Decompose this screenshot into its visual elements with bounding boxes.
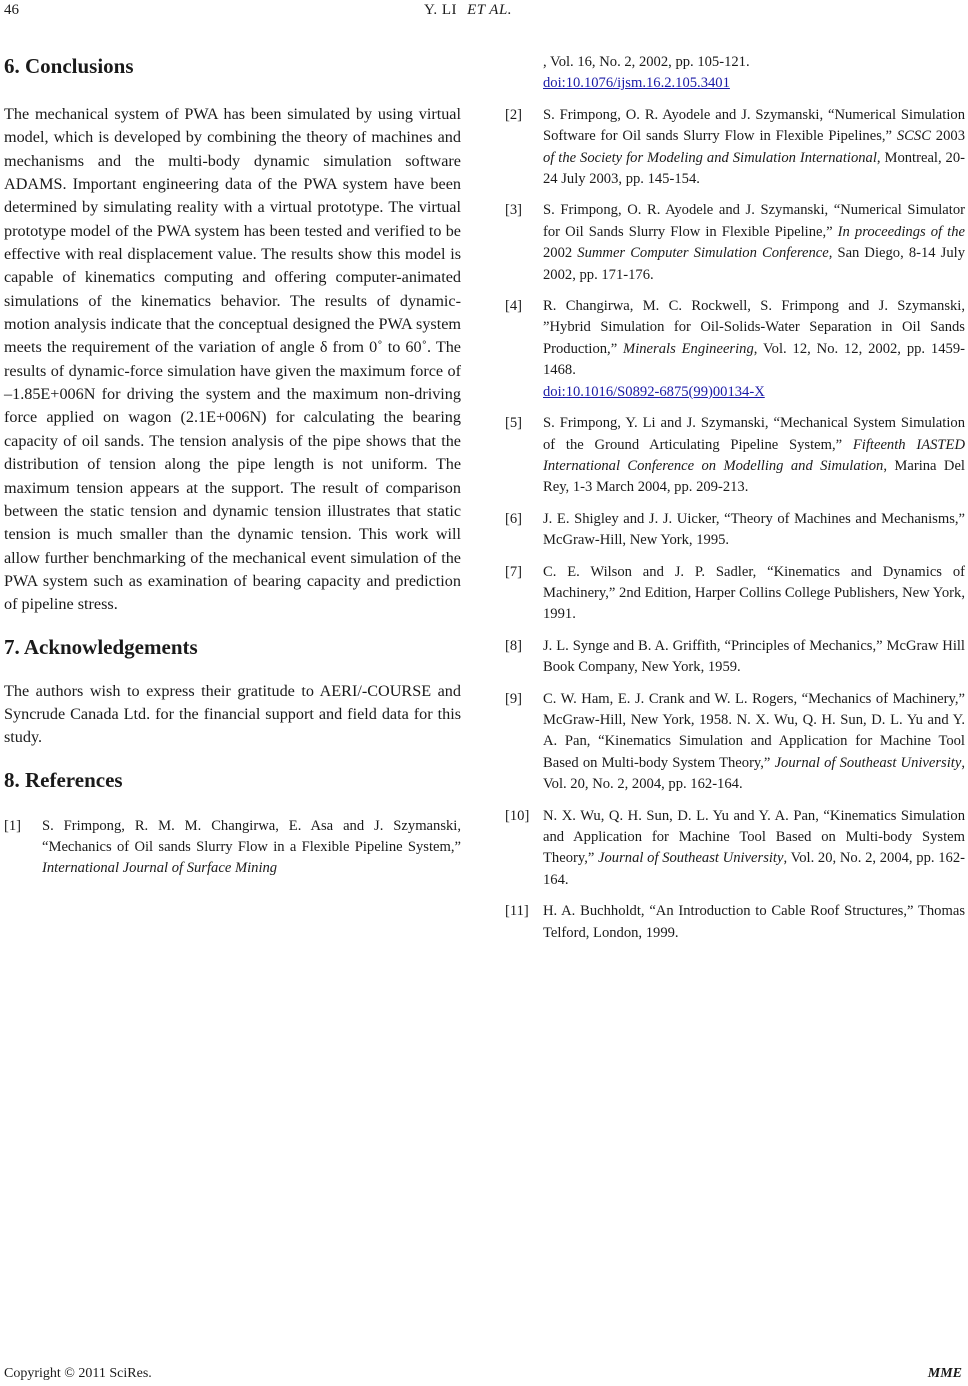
reference-text: , San Diego, 8-14 July 2002, pp. 171-176. bbox=[543, 245, 965, 283]
reference-number: [3] bbox=[505, 202, 523, 219]
reference-text: , Vol. 20, No. 2, 2004, pp. 162-164. bbox=[543, 754, 965, 793]
footer-copyright: Copyright © 2011 SciRes. bbox=[4, 1366, 152, 1381]
reference-text: C. E. Wilson and J. P. Sadler, “Kinematics and Dynamics of Machinery,” 2nd Edition, Harper Collins College Publishers, New York, 1991. bbox=[543, 563, 965, 623]
reference-text: 2002 bbox=[543, 245, 578, 262]
reference-number: [11] bbox=[505, 903, 529, 920]
reference-text: , Vol. 16, No. 2, 2002, pp. 105-121. bbox=[543, 54, 750, 70]
reference-text: , Vol. 12, No. 12, 2002, pp. 1459-1468. bbox=[543, 340, 965, 379]
reference-4-doi-link[interactable]: doi:10.1016/S0892-6875(99)00134-X bbox=[543, 383, 765, 400]
reference-number: [9] bbox=[505, 690, 523, 707]
reference-text: , Montreal, 20-24 July 2003, pp. 145-154. bbox=[543, 149, 965, 188]
reference-text: C. W. Ham, E. J. Crank and W. L. Rogers, “Mechanics of Machinery,” McGraw-Hill, New York, 1958. N. X. Wu, Q. H. Sun, D. L. Yu and Y. A. Pan, “Kinematics Simulation and Application for Machine Tool Based on Multi-body System Theory,” bbox=[543, 690, 965, 771]
reference-journal: Minerals Engineering bbox=[623, 340, 754, 357]
reference-text: , Marina Del Rey, 1-3 March 2004, pp. 209-213. bbox=[543, 457, 965, 496]
right-column bbox=[505, 52, 965, 954]
reference-text: , Vol. 20, No. 2, 2004, pp. 162-164. bbox=[543, 850, 965, 888]
reference-italic: SCSC bbox=[896, 128, 931, 145]
conclusions-heading: 6. Conclusions bbox=[4, 54, 134, 78]
reference-text: J. L. Synge and B. A. Griffith, “Principles of Mechanics,” McGraw Hill Book Company, New York, 1959. bbox=[543, 637, 965, 676]
running-header bbox=[424, 2, 512, 19]
reference-text: S. Frimpong, O. R. Ayodele and J. Szymanski, “Numerical Simulator for Oil Sands Slurry Flow in Flexible Pipeline,” bbox=[543, 202, 965, 240]
reference-journal: Journal of Southeast University bbox=[774, 754, 962, 771]
reference-journal: Journal of Southeast University bbox=[598, 850, 784, 867]
running-header-etal: ET AL. bbox=[467, 2, 513, 18]
reference-number: [1] bbox=[4, 817, 22, 834]
reference-2 bbox=[505, 105, 965, 191]
page-number: 46 bbox=[4, 2, 19, 18]
reference-number: [6] bbox=[505, 510, 523, 527]
reference-text: R. Changirwa, M. C. Rockwell, S. Frimpong and J. Szymanski, ”Hybrid Simulation for Oil-Solids-Water Separation in Oil Sands Production,” bbox=[543, 298, 965, 357]
running-header-author: Y. LI bbox=[424, 2, 458, 18]
acknowledgements-body: The authors wish to express their gratitude to AERI/-COURSE and Syncrude Canada Ltd. for the financial support and field data for this study. bbox=[4, 681, 461, 747]
reference-number: [5] bbox=[505, 415, 523, 432]
reference-3 bbox=[505, 200, 965, 286]
reference-1-continued bbox=[505, 52, 965, 95]
reference-text: S. Frimpong, R. M. M. Changirwa, E. Asa and J. Szymanski, “Mechanics of Oil sands Slurry Flow in a Flexible Pipeline System,” bbox=[42, 817, 461, 855]
reference-text: J. E. Shigley and J. J. Uicker, “Theory of Machines and Mechanisms,” McGraw-Hill, New York, 1995. bbox=[543, 510, 965, 549]
reference-11 bbox=[505, 901, 965, 944]
reference-number: [10] bbox=[505, 807, 530, 824]
references-heading: 8. References bbox=[4, 767, 123, 792]
reference-text: N. X. Wu, Q. H. Sun, D. L. Yu and Y. A. Pan, “Kinematics Simulation and Application for Machine Tool Based on Multi-body System Theory,” bbox=[543, 807, 965, 867]
reference-italic: of the Society for Modeling and Simulation International bbox=[543, 149, 877, 166]
reference-1 bbox=[4, 816, 461, 880]
reference-6 bbox=[505, 509, 965, 552]
reference-text: H. A. Buchholdt, “An Introduction to Cable Roof Structures,” Thomas Telford, London, 1999. bbox=[543, 903, 965, 941]
acknowledgements-heading: 7. Acknowledgements bbox=[4, 634, 198, 659]
reference-italic: In proceedings of the bbox=[837, 223, 965, 240]
conclusions-body: The mechanical system of PWA has been simulated by using virtual model, which is developed by combining the theory of machines and mechanisms and the multi-body dynamic simulation software ADAMS. Important engineering data of the PWA system have been determined by simulating reality with a virtual prototype. The virtual prototype model of the PWA system has been tested and verified to be effective with real displacement value. The results show this model is capable of kinematics computing and offering computer-animated simulations of the kinematics behavior. The results of dynamic-motion analysis indicate that the conceptual designed the PWA system meets the requirement of the variation of angle δ from 0˚ to 60˚. The results of dynamic-force simulation have given the maximum force of –1.85E+006N for driving the system and the maximum non-driving force applied on wagon (2.1E+006N) for calculating the bearing capacity of oil sands. The tension analysis of the pipe shows that the distribution of tension along the pipe length is not uniform. The maximum tension appears at the support. The result of comparison between the static tension and dynamic tension illustrates that static tension is much smaller than the dynamic tension. This work will allow further benchmarking of the mechanical event simulation of the PWA system such as examination of bearing capacity and prediction of pipeline stress. bbox=[4, 105, 461, 614]
reference-number: [7] bbox=[505, 563, 523, 580]
reference-4 bbox=[505, 296, 965, 403]
reference-italic: Summer Computer Simulation Conference bbox=[577, 245, 829, 262]
reference-text: S. Frimpong, Y. Li and J. Szymanski, “Mechanical System Simulation of the Ground Articulating Pipeline System,” bbox=[543, 415, 965, 453]
reference-text: S. Frimpong, O. R. Ayodele and J. Szymanski, “Numerical Simulation Software for Oil sands Slurry Flow in Flexible Pipelines,” bbox=[543, 106, 965, 145]
reference-number: [4] bbox=[505, 298, 523, 315]
reference-5 bbox=[505, 413, 965, 499]
reference-text: 2003 bbox=[930, 128, 965, 145]
left-column bbox=[4, 52, 461, 890]
footer-journal: MME bbox=[927, 1366, 962, 1381]
reference-10 bbox=[505, 806, 965, 892]
reference-1-doi-link[interactable]: doi:10.1076/ijsm.16.2.105.3401 bbox=[543, 75, 730, 92]
reference-8 bbox=[505, 636, 965, 679]
reference-journal: Fifteenth IASTED International Conference on Modelling and Simulation bbox=[543, 436, 965, 474]
reference-number: [2] bbox=[505, 106, 523, 123]
reference-7 bbox=[505, 562, 965, 626]
reference-9 bbox=[505, 689, 965, 796]
reference-journal: International Journal of Surface Mining bbox=[42, 860, 278, 877]
reference-number: [8] bbox=[505, 637, 523, 654]
